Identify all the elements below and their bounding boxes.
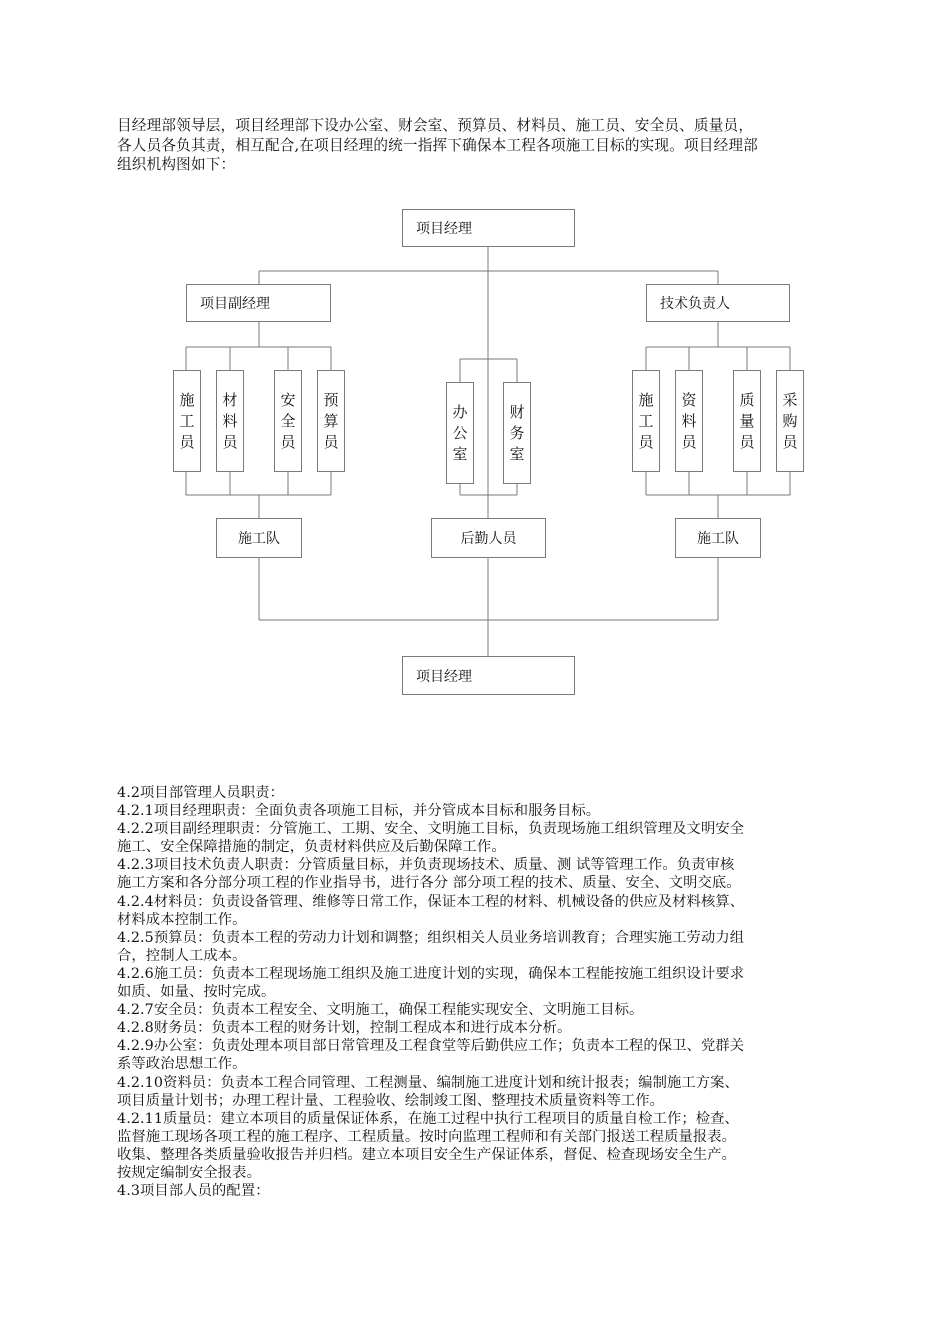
duties-section [117,784,857,1200]
right-role-construction-box [632,370,660,472]
duty-line: 4.2.3项目技术负责人职责：分管质量目标，并负责现场技术、质量、测 试等管理工作。负责审核 [117,857,735,874]
role-label: 资 料 员 [681,390,697,451]
center-team-box [431,518,546,558]
project-manager-label: 项目经理 [416,668,472,685]
team-label: 后勤人员 [460,531,517,547]
duty-line: 按规定编制安全报表。 [117,1164,261,1181]
bottom-project-manager-box [402,656,575,695]
left-role-materials-box [216,370,244,472]
duty-line: 系等政治思想工作。 [117,1056,247,1073]
role-label: 预 算 员 [323,390,339,451]
left-role-budget-box [317,370,345,472]
duty-line: 4.2.7安全员：负责本工程安全、文明施工，确保工程能实现安全、文明施工目标。 [117,1002,644,1019]
intro-line: 各人员各负其责，相互配合,在项目经理的统一指挥下确保本工程各项施工目标的实现。项目经理部 [117,136,758,154]
center-role-finance-box [503,382,531,484]
left-role-construction-box [173,370,201,472]
duty-line: 材料成本控制工作。 [117,911,247,928]
duty-line: 如质、如量、按时完成。 [117,984,276,1001]
duty-line: 4.2.11质量员：建立本项目的质量保证体系，在施工过程中执行工程项目的质量自检工作；检查、 [117,1110,739,1127]
deputy-manager-box [186,284,331,322]
right-team-box [675,518,761,558]
project-manager-box [402,209,575,247]
role-label: 施 工 员 [638,390,654,451]
section-heading: 4.2项目部管理人员职责： [117,785,285,801]
duty-line: 4.2.10资料员：负责本工程合同管理、工程测量、编制施工进度计划和统计报表；编制施工方案、 [117,1074,739,1091]
duty-line: 4.2.1项目经理职责：全面负责各项施工目标，并分管成本目标和服务目标。 [117,803,601,820]
role-label: 办 公 室 [452,402,468,463]
left-role-safety-box [274,370,302,472]
center-role-office-box [446,382,474,484]
team-label: 施工队 [238,531,280,547]
right-role-purchasing-box [776,370,804,472]
duty-line: 4.2.5预算员：负责本工程的劳动力计划和调整；组织相关人员业务培训教育；合理实施工劳动力组 [117,929,745,946]
project-manager-label: 项目经理 [416,221,472,237]
section-heading: 4.3项目部人员的配置： [117,1183,270,1200]
duty-line: 4.2.9办公室：负责处理本项目部日常管理及工程食堂等后勤供应工作；负责本工程的保卫、党群关 [117,1038,745,1055]
role-label: 材 料 员 [222,390,238,451]
role-label: 安 全 员 [280,390,296,451]
role-label: 施 工 员 [179,390,195,451]
role-label: 采 购 员 [782,390,798,451]
duty-line: 收集、整理各类质量验收报告并归档。建立本项目安全生产保证体系，督促、检查现场安全生产。 [117,1146,737,1163]
right-role-documents-box [675,370,703,472]
duty-line: 施工、安全保障措施的制定，负责材料供应及后勤保障工作。 [117,839,506,856]
duty-line: 项目质量计划书；办理工程计量、工程验收、绘制竣工图、整理技术质量资料等工作。 [117,1092,665,1109]
team-label: 施工队 [697,531,739,547]
intro-line: 组织机构图如下： [117,156,236,173]
left-team-box [216,518,302,558]
duty-line: 4.2.8财务员：负责本工程的财务计划，控制工程成本和进行成本分析。 [117,1020,572,1037]
duty-line: 4.2.6施工员：负责本工程现场施工组织及施工进度计划的实现，确保本工程能按施工组织设计要求 [117,965,745,982]
deputy-manager-label: 项目副经理 [200,296,270,312]
duty-line: 4.2.2项目副经理职责：分管施工、工期、安全、文明施工目标，负责现场施工组织管理及文明安全 [117,821,745,838]
intro-line: 目经理部领导层，项目经理部下设办公室、财会室、预算员、材料员、施工员、安全员、质量员， [117,117,754,134]
duty-line: 施工方案和各分部分项工程的作业指导书，进行各分 部分项工程的技术、质量、安全、文明交底。 [117,875,741,892]
tech-lead-box [646,284,790,322]
duty-line: 合，控制人工成本。 [117,947,247,964]
duty-line: 4.2.4材料员：负责设备管理、维修等日常工作，保证本工程的材料、机械设备的供应及材料核算、 [117,893,745,910]
duty-line: 监督施工现场各项工程的施工程序、工程质量。按时向监理工程师和有关部门报送工程质量报表。 [117,1128,737,1145]
tech-lead-label: 技术负责人 [660,296,730,312]
right-role-quality-box [733,370,761,472]
role-label: 质 量 员 [739,390,755,451]
role-label: 财 务 室 [509,402,525,463]
